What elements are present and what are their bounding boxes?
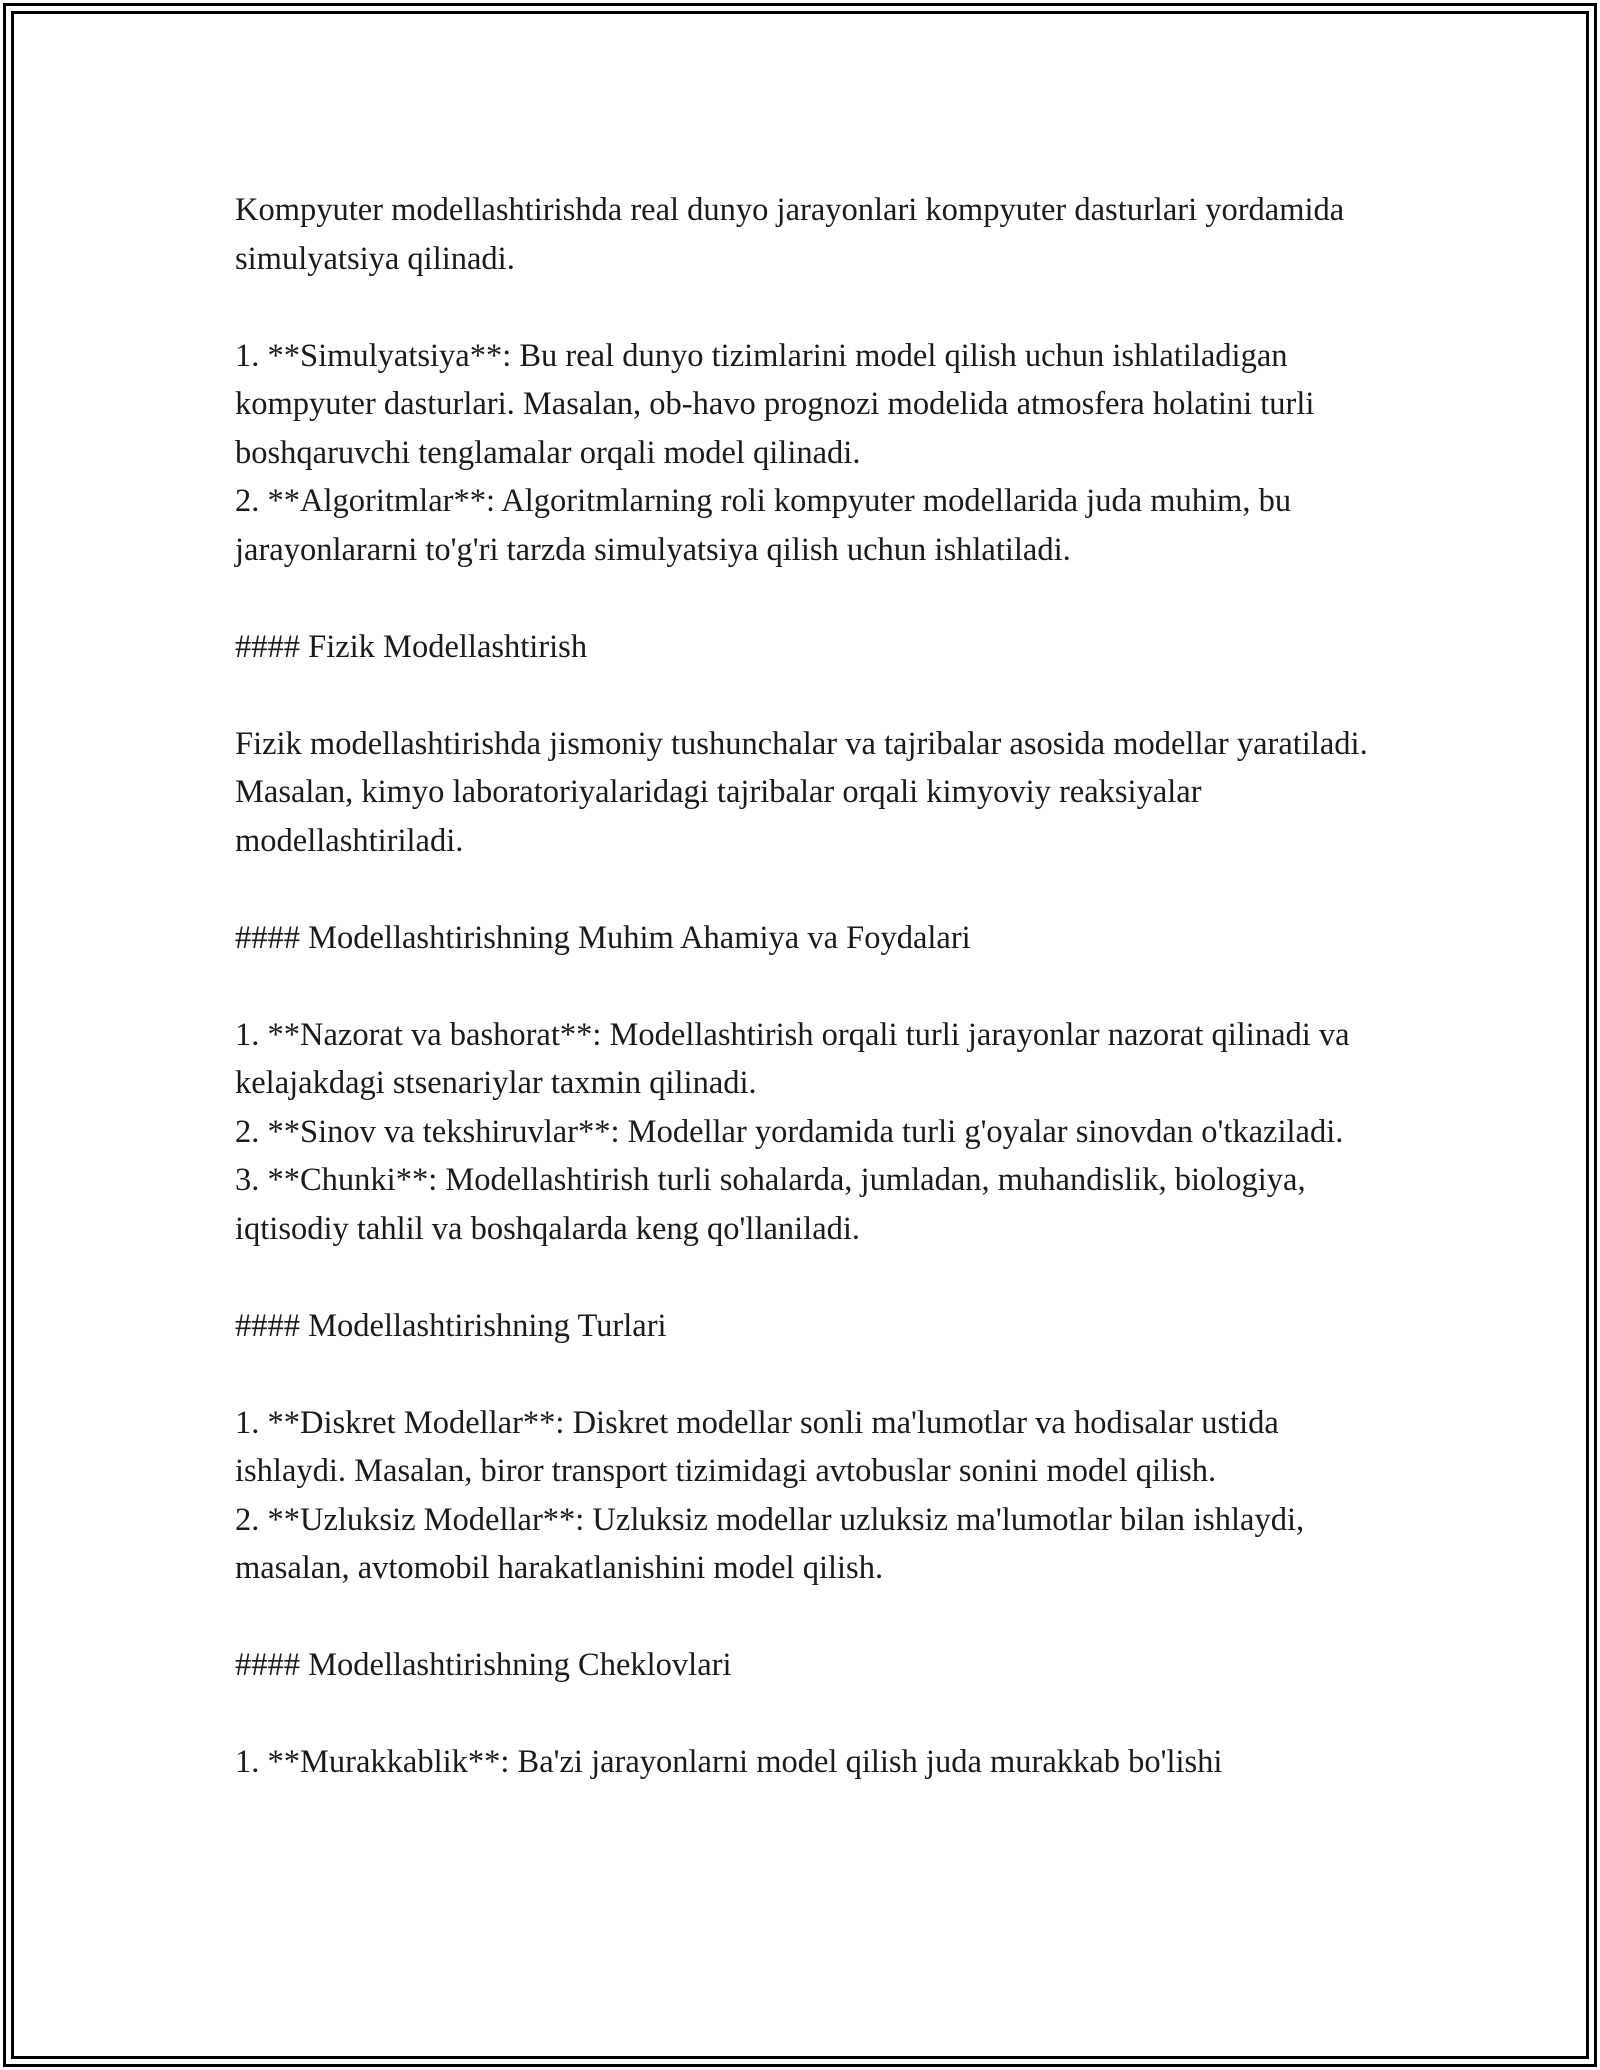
turlari-list: [235, 1399, 1385, 1593]
list-item: 2. **Uzluksiz Modellar**: Uzluksiz modellar uzluksiz ma'lumotlar bilan ishlaydi, masalan, avtomobil harakatlanishini model qilish.: [235, 1501, 1305, 1586]
section-heading-fizik: [235, 623, 1385, 672]
section-heading-cheklovlari: [235, 1641, 1385, 1690]
document-body: [235, 186, 1385, 1835]
list-item: 1. **Nazorat va bashorat**: Modellashtirish orqali turli jarayonlar nazorat qilinadi va kelajakdagi stsenariylar taxmin qilinadi.: [235, 1016, 1350, 1101]
computer-modeling-list: [235, 332, 1385, 575]
heading-text: #### Modellashtirishning Cheklovlari: [235, 1647, 732, 1683]
fizik-paragraph: [235, 720, 1385, 866]
list-item: 2. **Sinov va tekshiruvlar**: Modellar yordamida turli g'oyalar sinovdan o'tkaziladi.: [235, 1113, 1344, 1150]
list-item: 3. **Chunki**: Modellashtirish turli sohalarda, jumladan, muhandislik, biologiya, iqtisodiy tahlil va boshqalarda keng qo'llaniladi.: [235, 1162, 1306, 1247]
heading-text: #### Modellashtirishning Turlari: [235, 1307, 667, 1344]
cheklovlari-list: [235, 1738, 1385, 1787]
list-item: 1. **Diskret Modellar**: Diskret modellar sonli ma'lumotlar va hodisalar ustida ishlaydi. Masalan, biror transport tizimidagi avtobuslar sonini model qilish.: [235, 1404, 1279, 1489]
intro-text: Kompyuter modellashtirishda real dunyo jarayonlari kompyuter dasturlari yordamida simulyatsiya qilinadi.: [235, 192, 1345, 277]
section-heading-ahamiya: [235, 914, 1385, 963]
heading-text: #### Fizik Modellashtirish: [235, 628, 588, 665]
list-item: 1. **Murakkablik**: Ba'zi jarayonlarni model qilish juda murakkab bo'lishi: [235, 1744, 1223, 1780]
ahamiya-list: [235, 1011, 1385, 1254]
intro-paragraph: [235, 186, 1385, 283]
heading-text: #### Modellashtirishning Muhim Ahamiya va Foydalari: [235, 919, 971, 956]
fizik-text: Fizik modellashtirishda jismoniy tushunchalar va tajribalar asosida modellar yaratiladi. Masalan, kimyo laboratoriyalaridagi tajribalar orqali kimyoviy reaksiyalar modellashtiriladi.: [235, 725, 1368, 859]
list-item: 2. **Algoritmlar**: Algoritmlarning roli kompyuter modellarida juda muhim, bu jarayonlararni to'g'ri tarzda simulyatsiya qilish uchun ishlatiladi.: [235, 483, 1292, 568]
section-heading-turlari: [235, 1302, 1385, 1351]
list-item: 1. **Simulyatsiya**: Bu real dunyo tizimlarini model qilish uchun ishlatiladigan kompyuter dasturlari. Masalan, ob-havo prognozi modelida atmosfera holatini turli boshqaruvchi tenglamalar orqali model qilinadi.: [235, 337, 1315, 471]
